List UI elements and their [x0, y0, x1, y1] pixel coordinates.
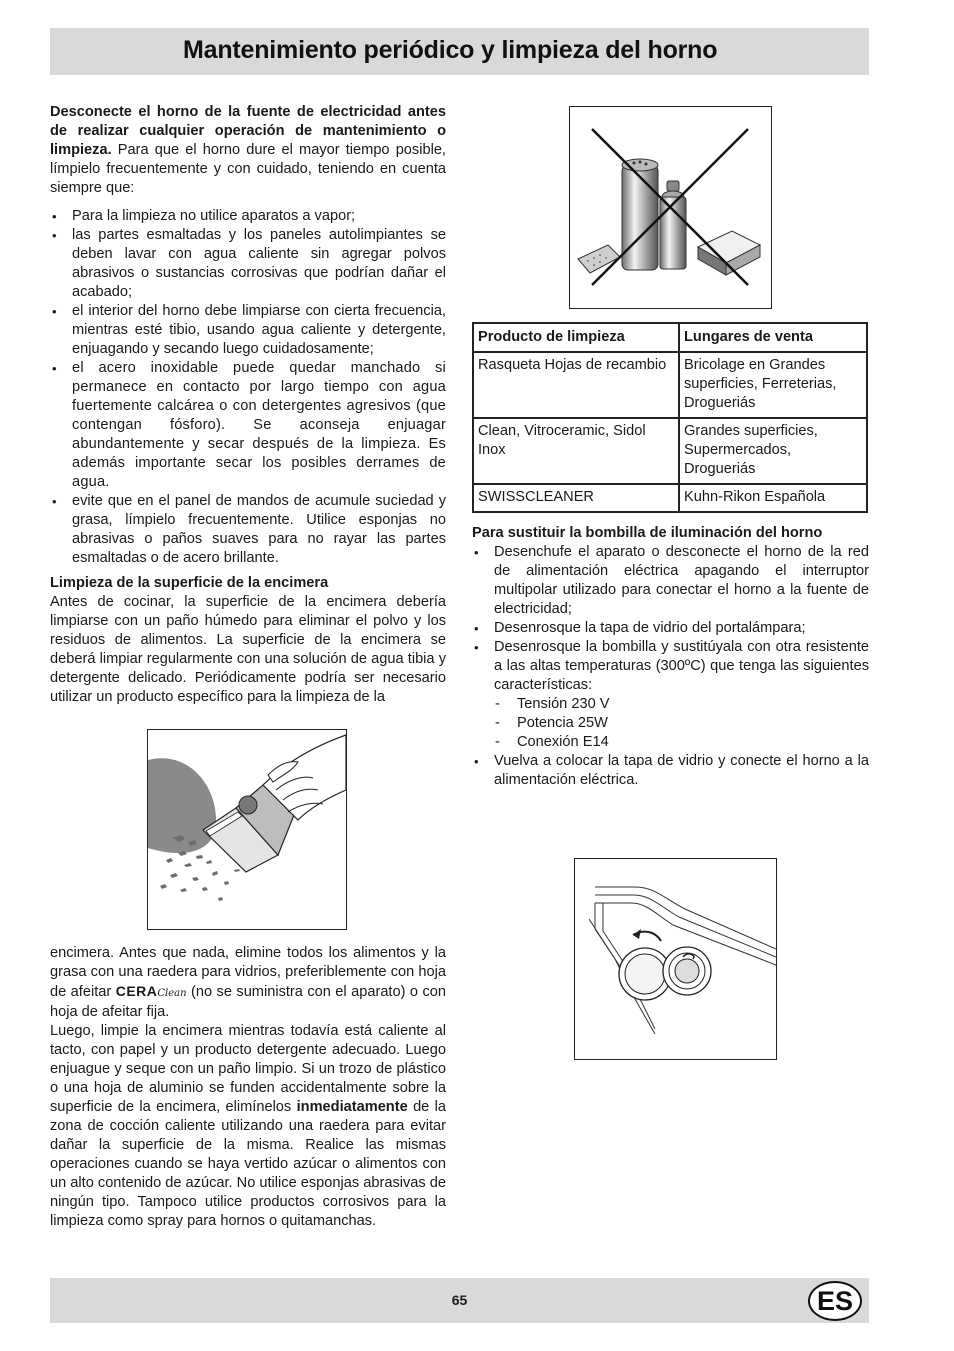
list-item: • el acero inoxidable puede quedar manchado si permanece en contacto por largo tiempo con agua fuertemente calcárea o con detergentes agresivos (que contengan fósforo). Se aconseja enjuagar abundantemente y secar después de la limpieza. Es además importante secar los posibles derrames de agua.: [50, 359, 446, 492]
list-item: • el interior del horno debe limpiarse con cierta frecuencia, mientras esté tibio, usando agua caliente y detergente, enjuagando y secando luego cuidadosamente;: [50, 302, 446, 359]
cooktop-paragraph-3: [50, 1022, 446, 1231]
cooktop-paragraph-3a: Luego, limpie la encimera mientras todavía está caliente al tacto, con papel y un producto detergente adecuado. Luego enjuague y seque con un paño limpio. Si un trozo de plástico o una hoja de aluminio se funden accidentalmente sobre la superficie de la encimera, elimínelos: [50, 1023, 446, 1115]
list-item: • Para la limpieza no utilice aparatos a vapor;: [50, 207, 446, 226]
column-header: Producto de limpieza: [473, 323, 679, 352]
products-drawing: [570, 107, 771, 308]
left-column-continued: [50, 944, 446, 1231]
cooktop-heading: Limpieza de la superficie de la encimera: [50, 575, 329, 591]
cooktop-paragraph-2b: (no se suministra con el aparato) o con hoja de afeitar fija.: [50, 984, 447, 1020]
table-row: [473, 418, 867, 484]
right-column: [472, 524, 869, 790]
list-item: • Desenchufe el aparato o desconecte el horno de la red de alimentación eléctrica apagando el interruptor multipolar utilizado para conectar el horno a la fuente de electricidad;: [472, 543, 869, 619]
spec-item: - Potencia 25W: [472, 714, 869, 733]
list-item: • Desenrosque la bombilla y sustitúyala con otra resistente a las altas temperaturas (300ºC) que tenga las siguientes características:: [472, 638, 869, 695]
brand-name: CERA: [115, 983, 158, 999]
table-cell: Kuhn-Rikon Española: [679, 484, 867, 512]
cooktop-paragraph-1: Antes de cocinar, la superficie de la encimera debería limpiarse con un paño húmedo para eliminar el polvo y los residuos de alimentos. La superficie de la encimera se deberá limpiar regularmente con una solución de agua tibia y detergente delicado. Periódicamente podría ser necesario utilizar un producto específico para la limpieza de la: [50, 594, 446, 705]
care-list: [50, 207, 446, 568]
table-cell: Grandes superficies, Supermercados, Drogueriás: [679, 418, 867, 484]
table-cell: SWISSCLEANER: [473, 484, 679, 512]
left-column: [50, 103, 446, 707]
spec-item: - Conexión E14: [472, 733, 869, 752]
language-badge: ES: [808, 1281, 862, 1321]
scraper-drawing: [148, 730, 346, 929]
table-cell: Bricolage en Grandes superficies, Ferreterias, Drogueriás: [679, 352, 867, 418]
bulb-final-list: [472, 752, 869, 790]
bulb-specs-list: [472, 695, 869, 752]
column-header: Lungares de venta: [679, 323, 867, 352]
intro-text: Para que el horno dure el mayor tiempo posible, límpielo frecuentemente y con cuidado, teniendo en cuenta siempre que:: [50, 142, 446, 196]
list-item: • las partes esmaltadas y los paneles autolimpiantes se deben lavar con agua caliente sin agregar polvos abrasivos o sustancias corrosivas que podrían dañar el acabado;: [50, 226, 446, 302]
bulb-steps-list: [472, 543, 869, 695]
table-row: [473, 352, 867, 418]
page-title: Mantenimiento periódico y limpieza del horno: [183, 36, 718, 64]
cooktop-paragraph-2a: encimera. Antes que nada, elimine todos los alimentos y la grasa con una raedera para vidrios, preferiblemente con hoja de afeitar: [50, 945, 446, 1000]
lamp-drawing: [575, 859, 776, 1059]
spec-item: - Tensión 230 V: [472, 695, 869, 714]
bulb-heading: Para sustituir la bombilla de iluminación del horno: [472, 525, 823, 541]
footer-bar: [50, 1278, 869, 1323]
list-item: • Desenrosque la tapa de vidrio del portalámpara;: [472, 619, 869, 638]
table-cell: Clean, Vitroceramic, Sidol Inox: [473, 418, 679, 484]
table-row: [473, 484, 867, 512]
cleaning-products-table: [472, 322, 868, 513]
emphasis-immediately: inmediatamente: [296, 1099, 408, 1115]
oven-lamp-illustration: [574, 858, 777, 1060]
brand-script: Clean: [157, 988, 187, 999]
cooktop-paragraph-3b: de la zona de cocción caliente utilizando una raedera para evitar dañar la superficie de la misma. Realice las mismas operaciones cuando se haya vertido azúcar o alimentos con un alto contenido de azúcar. No utilice esponjas abrasivas de ningún tipo. Tampoco utilice productos corrosivos para la limpieza como spray para hornos o quitamanchas.: [50, 1099, 447, 1229]
header-bar: [50, 28, 869, 75]
page-number: 65: [451, 1292, 468, 1308]
table-header-row: [473, 323, 867, 352]
products-forbidden-illustration: [569, 106, 772, 309]
list-item: • evite que en el panel de mandos de acumule suciedad y grasa, límpielo frecuentemente. Utilice esponjas no abrasivas o paños suaves para no rayar las partes esmaltadas o de acero brillante.: [50, 492, 446, 568]
scraper-illustration: [147, 729, 347, 930]
intro-warning: Desconecte el horno de la fuente de electricidad antes de realizar cualquier operación de mantenimiento o limpieza.: [50, 104, 446, 158]
list-item: • Vuelva a colocar la tapa de vidrio y conecte el horno a la alimentación eléctrica.: [472, 752, 869, 790]
cooktop-paragraph-2: [50, 944, 446, 1022]
intro-paragraph: [50, 103, 446, 198]
table-cell: Rasqueta Hojas de recambio: [473, 352, 679, 418]
